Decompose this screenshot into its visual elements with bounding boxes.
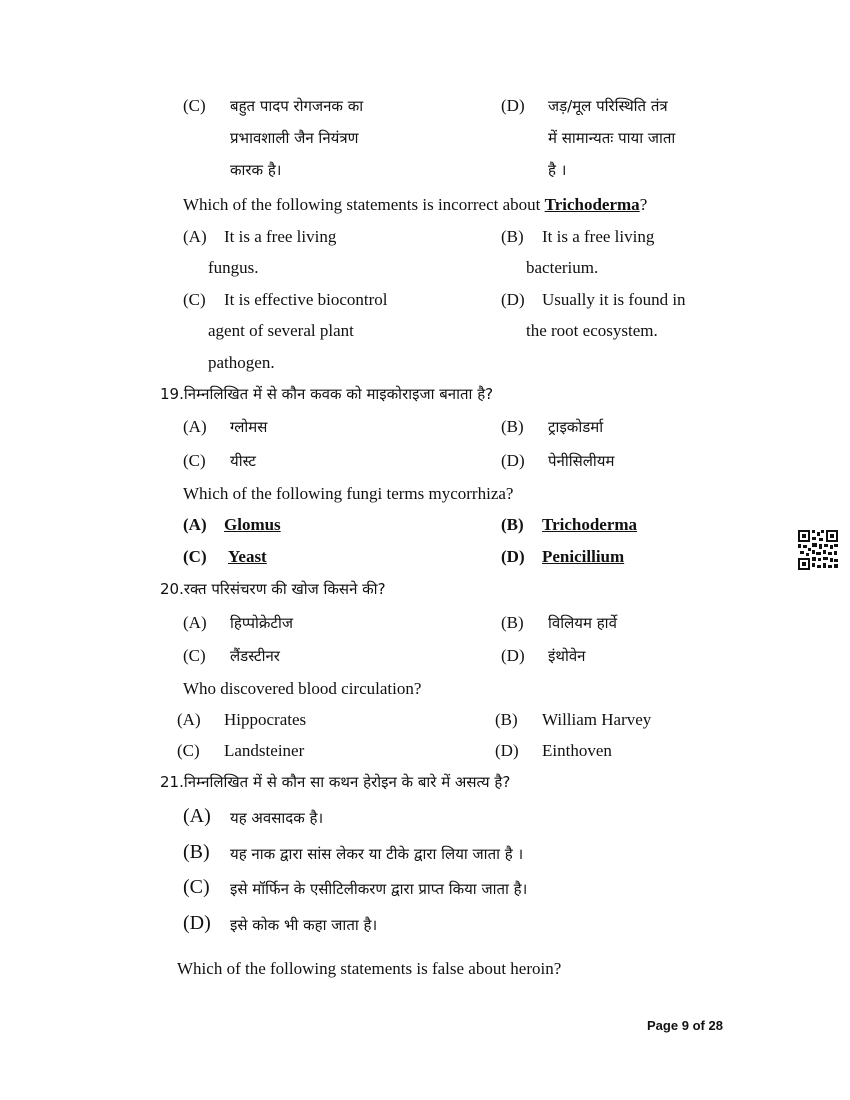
- q21-hi-option-c-label: (C): [183, 876, 210, 898]
- q18-question-mark: ?: [639, 195, 648, 214]
- q19-question-hindi: 19.निम्नलिखित में से कौन कवक को माइकोराइजा बनाता है?: [160, 385, 494, 403]
- q20-en-option-d: Einthoven: [542, 741, 612, 760]
- q20-en-option-a-label: (A): [177, 710, 201, 729]
- q19-en-option-b: Trichoderma: [542, 515, 638, 534]
- q19-en-option-a-label: (A): [183, 515, 207, 534]
- q20-hi-option-b: विलियम हार्वे: [548, 614, 617, 632]
- q18-en-option-c-line1: It is effective biocontrol: [224, 290, 388, 309]
- q21-question-english: Which of the following statements is false about heroin?: [177, 959, 562, 978]
- q20-question-english: Who discovered blood circulation?: [183, 679, 422, 698]
- q18-option-c-hindi-line2: प्रभावशाली जैन नियंत्रण: [230, 129, 359, 147]
- q18-option-d-hindi-line2: में सामान्यतः पाया जाता: [548, 129, 676, 147]
- q18-en-option-b-line2: bacterium.: [526, 258, 599, 277]
- q18-en-option-c-line3: pathogen.: [208, 353, 275, 372]
- q18-en-option-b-label: (B): [501, 227, 524, 246]
- q19-hi-option-c-label: (C): [183, 451, 206, 470]
- q20-question-hindi: 20.रक्त परिसंचरण की खोज किसने की?: [160, 580, 386, 598]
- q18-en-option-d-label: (D): [501, 290, 525, 309]
- page-number: [647, 1018, 723, 1033]
- q21-hi-option-b: यह नाक द्वारा सांस लेकर या टीके द्वारा लिया जाता है ।: [230, 845, 524, 863]
- q18-question-keyword: Trichoderma: [544, 195, 640, 214]
- page-of-word: of: [692, 1018, 705, 1033]
- q19-hi-option-d-label: (D): [501, 451, 525, 470]
- page-word: Page: [647, 1018, 679, 1033]
- q18-en-option-c-label: (C): [183, 290, 206, 309]
- q18-option-d-hindi-line3: है ।: [548, 161, 567, 179]
- q18-option-c-hindi-line3: कारक है।: [230, 161, 282, 179]
- q20-hi-option-a-label: (A): [183, 613, 207, 632]
- q20-hi-option-d-label: (D): [501, 646, 525, 665]
- q18-question-text: Which of the following statements is incorrect about: [183, 195, 545, 214]
- q20-en-option-b: William Harvey: [542, 710, 652, 729]
- q21-hi-option-a-label: (A): [183, 805, 211, 827]
- q20-en-option-c: Landsteiner: [224, 741, 305, 760]
- page-current: 9: [681, 1018, 689, 1033]
- q19-hi-option-b-label: (B): [501, 417, 524, 436]
- qr-code-icon: [798, 530, 838, 570]
- q18-option-d-hindi-line1: जड़/मूल परिस्थिति तंत्र: [548, 97, 668, 115]
- q20-hi-option-b-label: (B): [501, 613, 524, 632]
- q20-en-option-a: Hippocrates: [224, 710, 307, 729]
- q21-hi-option-c: इसे मॉर्फिन के एसीटिलीकरण द्वारा प्राप्त किया जाता है।: [230, 880, 528, 898]
- q18-en-option-b-line1: It is a free living: [542, 227, 655, 246]
- q18-option-d-label: (D): [501, 96, 525, 115]
- q19-hi-option-a-label: (A): [183, 417, 207, 436]
- q18-en-option-a-label: (A): [183, 227, 207, 246]
- q18-option-c-hindi-line1: बहुत पादप रोगजनक का: [230, 97, 364, 115]
- q19-hi-option-b: ट्राइकोडर्मा: [548, 418, 604, 436]
- q21-hi-option-a: यह अवसादक है।: [230, 809, 324, 827]
- q20-en-option-b-label: (B): [495, 710, 518, 729]
- q21-hi-option-d-label: (D): [183, 912, 211, 934]
- q20-hi-option-a: हिप्पोक्रेटीज: [230, 614, 293, 632]
- q18-en-option-c-line2: agent of several plant: [208, 321, 354, 340]
- q19-hi-option-d: पेनीसिलीयम: [548, 452, 615, 470]
- q20-en-option-d-label: (D): [495, 741, 519, 760]
- q19-en-option-c: Yeast: [228, 547, 267, 566]
- q20-hi-option-c-label: (C): [183, 646, 206, 665]
- q18-en-option-a-line2: fungus.: [208, 258, 259, 277]
- q19-en-option-a: Glomus: [224, 515, 281, 534]
- q18-en-option-d-line2: the root ecosystem.: [526, 321, 658, 340]
- q21-hi-option-d: इसे कोक भी कहा जाता है।: [230, 916, 378, 934]
- q21-hi-option-b-label: (B): [183, 841, 210, 863]
- q20-en-option-c-label: (C): [177, 741, 200, 760]
- q19-en-option-c-label: (C): [183, 547, 207, 566]
- q19-en-option-d: Penicillium: [542, 547, 625, 566]
- page-total: 28: [708, 1018, 723, 1033]
- q18-en-option-d-line1: Usually it is found in: [542, 290, 686, 309]
- q19-hi-option-c: यीस्ट: [230, 452, 256, 470]
- q21-question-hindi: 21.निम्नलिखित में से कौन सा कथन हेरोइन के बारे में असत्य है?: [160, 773, 511, 791]
- q18-option-c-label: (C): [183, 96, 206, 115]
- q19-hi-option-a: ग्लोमस: [230, 418, 268, 436]
- q19-en-option-b-label: (B): [501, 515, 524, 534]
- q20-hi-option-c: लैंडस्टीनर: [230, 647, 280, 665]
- q18-en-option-a-line1: It is a free living: [224, 227, 337, 246]
- q19-en-option-d-label: (D): [501, 547, 525, 566]
- q20-hi-option-d: इंथोवेन: [548, 647, 586, 665]
- q18-question-english: [183, 195, 647, 215]
- q19-question-english: Which of the following fungi terms mycorrhiza?: [183, 484, 514, 503]
